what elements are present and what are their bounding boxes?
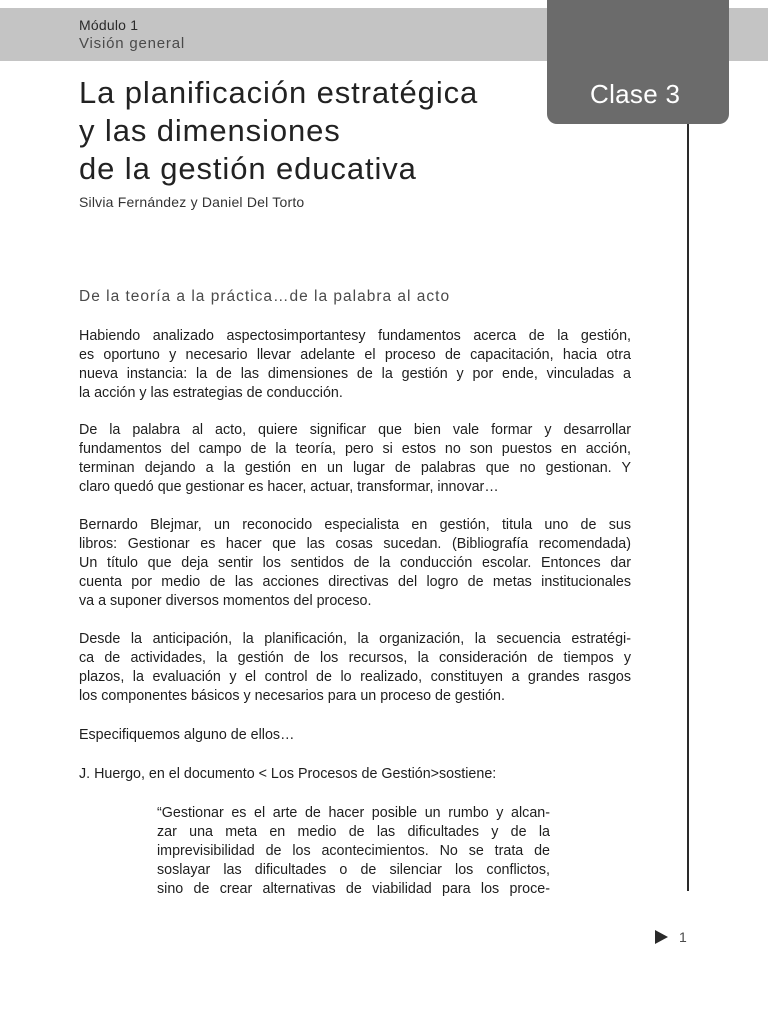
text-line: J. Huergo, en el documento < Los Procesos de Gestión>sostiene: [79, 766, 497, 782]
quote-line: soslayar las dificultades o de silenciar los conflictos, [157, 862, 550, 878]
text-line: ca de actividades, la gestión de los recursos, la consideración de tiempos y [79, 650, 631, 666]
module-subtitle: Visión general [79, 35, 185, 52]
text-line: es oportuno y necesario llevar adelante el proceso de capacitación, hacia otra [79, 347, 631, 363]
text-line: Desde la anticipación, la planificación, la organización, la secuencia estratégi- [79, 631, 631, 647]
module-label: Módulo 1 [79, 17, 139, 33]
text-line: fundamentos del campo de la teoría, pero si estos no son puestos en acción, [79, 441, 631, 457]
quote-line: sino de crear alternativas de viabilidad para los proce- [157, 881, 550, 897]
margin-rule [687, 124, 689, 891]
text-line: terminan dejando a la gestión en un lugar de palabras que no gestionan. Y [79, 460, 631, 476]
text-line: la acción y las estrategias de conducción. [79, 385, 343, 401]
page-number: 1 [679, 929, 687, 945]
document-title [79, 74, 478, 188]
paragraph [79, 516, 631, 611]
text-line: De la palabra al acto, quiere significar que bien vale formar y desarrollar [79, 422, 631, 438]
text-line: va a suponer diversos momentos del proceso. [79, 593, 372, 609]
section-heading: De la teoría a la práctica…de la palabra al acto [79, 288, 451, 305]
quote-line: “Gestionar es el arte de hacer posible un rumbo y alcan- [157, 805, 550, 821]
block-quote [157, 804, 550, 899]
next-page-arrow-icon[interactable] [655, 930, 668, 944]
text-line: cuenta por medio de las acciones directivas del logro de metas institucionales [79, 574, 631, 590]
title-line: y las dimensiones [79, 113, 341, 148]
authors: Silvia Fernández y Daniel Del Torto [79, 194, 305, 210]
text-line: claro quedó que gestionar es hacer, actuar, transformar, innovar… [79, 479, 499, 495]
title-line: de la gestión educativa [79, 151, 417, 186]
text-line: nueva instancia: la de las dimensiones de la gestión y por ende, vinculadas a [79, 366, 631, 382]
text-line: los componentes básicos y necesarios para un proceso de gestión. [79, 688, 505, 704]
title-line: La planificación estratégica [79, 75, 479, 110]
text-line: Bernardo Blejmar, un reconocido especialista en gestión, titula uno de sus [79, 517, 631, 533]
quote-line: zar una meta en medio de las dificultades y de la [157, 824, 550, 840]
text-line: libros: Gestionar es hacer que las cosas sucedan. (Bibliografía recomendada) [79, 536, 631, 552]
text-line: plazos, la evaluación y el control de lo realizado, constituyen a grandes rasgos [79, 669, 631, 685]
quote-line: imprevisibilidad de los acontecimientos. No se trata de [157, 843, 550, 859]
class-tab-label: Clase 3 [590, 79, 681, 109]
text-line: Habiendo analizado aspectosimportantesy fundamentos acerca de la gestión, [79, 328, 631, 344]
text-line: Especifiquemos alguno de ellos… [79, 727, 295, 743]
paragraph [79, 630, 631, 706]
paragraph [79, 726, 631, 745]
paragraph [79, 421, 631, 497]
text-line: Un título que deja sentir los sentidos de la conducción escolar. Entonces dar [79, 555, 631, 571]
paragraph [79, 327, 631, 403]
paragraph [79, 765, 631, 784]
